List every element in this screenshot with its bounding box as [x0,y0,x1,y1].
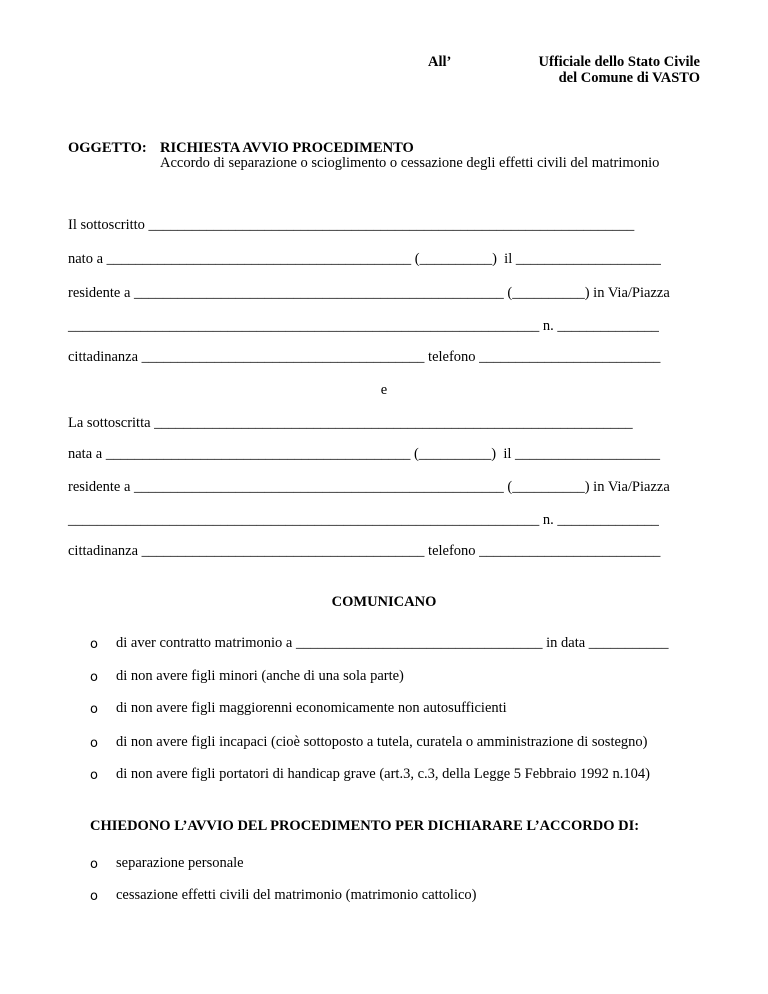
conjunction: e [380,382,388,398]
husband-name-field[interactable]: Il sottoscritto ___________________________________________________________________ [68,217,635,233]
communicate-item-no-handicapped-children: di non avere figli portatori di handicap grave (art.3, c.3, della Legge 5 Febbraio 1992 n.104) [116,766,650,782]
subject-label: OGGETTO: [68,140,147,156]
husband-residence-field[interactable]: residente a ___________________________________________________ (__________) in Via/Piazza [68,285,670,301]
husband-citizenship-field[interactable]: cittadinanza _______________________________________ telefono _________________________ [68,349,661,365]
addressee-office-line2: del Comune di VASTO [558,70,700,86]
communicate-item-marriage: di aver contratto matrimonio a __________________________________ in data ___________ [116,635,669,651]
wife-citizenship-field[interactable]: cittadinanza _______________________________________ telefono _________________________ [68,543,661,559]
checkbox-bullet-icon[interactable]: o [90,889,98,904]
wife-residence-field[interactable]: residente a ___________________________________________________ (__________) in Via/Piazza [68,479,670,495]
request-heading: CHIEDONO L’AVVIO DEL PROCEDIMENTO PER DICHIARARE L’ACCORDO DI: [90,818,640,834]
request-item-separation: separazione personale [116,855,244,871]
checkbox-bullet-icon[interactable]: o [90,702,98,717]
communicate-item-no-dependent-adult-children: di non avere figli maggiorenni economicamente non autosufficienti [116,700,507,716]
husband-birth-field[interactable]: nato a __________________________________________ (__________) il ____________________ [68,251,661,267]
communicate-item-no-minor-children: di non avere figli minori (anche di una sola parte) [116,668,404,684]
wife-address-field[interactable]: _________________________________________________________________ n. ______________ [68,512,659,528]
communicate-heading: COMUNICANO [331,594,437,610]
addressee-office-line1: Ufficiale dello Stato Civile [538,54,700,70]
addressee-prefix: All’ [428,54,452,70]
checkbox-bullet-icon[interactable]: o [90,637,98,652]
subject-title: RICHIESTA AVVIO PROCEDIMENTO [160,140,414,156]
checkbox-bullet-icon[interactable]: o [90,857,98,872]
checkbox-bullet-icon[interactable]: o [90,670,98,685]
checkbox-bullet-icon[interactable]: o [90,768,98,783]
checkbox-bullet-icon[interactable]: o [90,736,98,751]
husband-address-field[interactable]: _________________________________________________________________ n. ______________ [68,318,659,334]
wife-name-field[interactable]: La sottoscritta __________________________________________________________________ [68,415,633,431]
communicate-item-no-incapable-children: di non avere figli incapaci (cioè sottoposto a tutela, curatela o amministrazione di sostegno) [116,734,648,750]
request-item-cessation: cessazione effetti civili del matrimonio (matrimonio cattolico) [116,887,477,903]
subject-description: Accordo di separazione o scioglimento o cessazione degli effetti civili del matrimonio [160,155,660,171]
wife-birth-field[interactable]: nata a __________________________________________ (__________) il ____________________ [68,446,661,462]
